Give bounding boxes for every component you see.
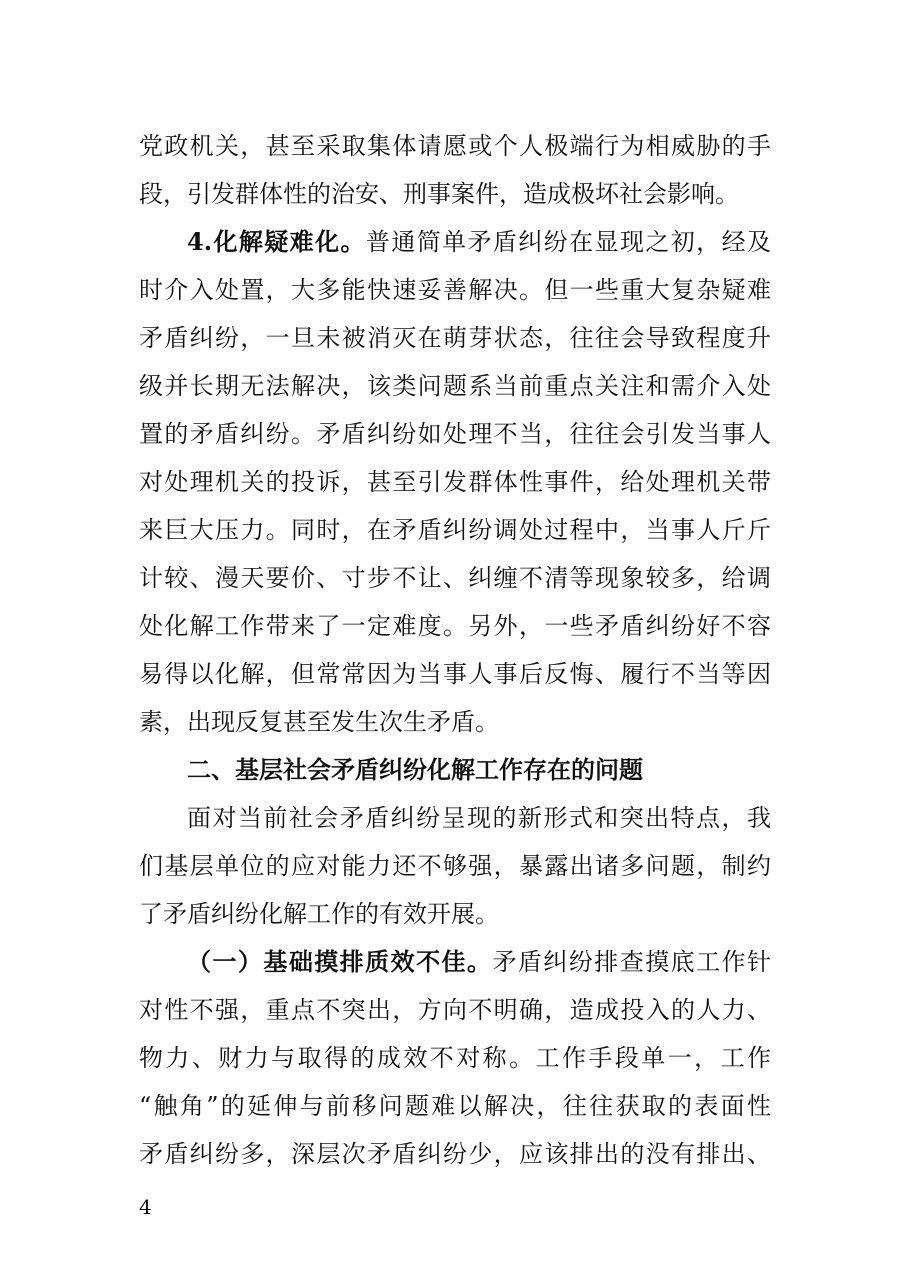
paragraph-text: 普通简单矛盾纠纷在显现之初，经及 [365, 228, 771, 256]
subsection-title: 4.化解疑难化。 [187, 227, 366, 256]
subsection-title: （一）基础摸排质效不佳。 [187, 947, 493, 976]
paragraph-line: 段，引发群体性的治安、刑事案件，造成极坏社会影响。 [139, 180, 739, 208]
body-text [139, 122, 771, 1178]
paragraph-line: 易得以化解，但常常因为当事人事后反悔、履行不当等因 [139, 660, 771, 688]
paragraph-line: 物力、财力与取得的成效不对称。工作手段单一，工作 [139, 1044, 771, 1072]
paragraph-line: 矛盾纠纷多，深层次矛盾纠纷少，应该排出的没有排出、 [139, 1140, 771, 1168]
paragraph-line: 矛盾纠纷，一旦未被消灭在萌芽状态，往往会导致程度升 [139, 324, 771, 352]
paragraph-line: 党政机关，甚至采取集体请愿或个人极端行为相威胁的手 [139, 132, 771, 160]
paragraph-line: 了矛盾纠纷化解工作的有效开展。 [139, 900, 499, 928]
paragraph-line: 时介入处置，大多能快速妥善解决。但一些重大复杂疑难 [139, 276, 771, 304]
paragraph-line: 面对当前社会矛盾纠纷呈现的新形式和突出特点，我 [187, 804, 771, 832]
paragraph-text: 矛盾纠纷排查摸底工作针 [492, 948, 772, 976]
paragraph-line: 们基层单位的应对能力还不够强，暴露出诸多问题，制约 [139, 852, 771, 880]
paragraph-line: “触角”的延伸与前移问题难以解决，往往获取的表面性 [139, 1092, 771, 1120]
paragraph-line: 置的矛盾纠纷。矛盾纠纷如处理不当，往往会引发当事人 [139, 420, 771, 448]
paragraph-line: 计较、漫天要价、寸步不让、纠缠不清等现象较多，给调 [139, 564, 771, 592]
paragraph-line: 级并长期无法解决，该类问题系当前重点关注和需介入处 [139, 372, 771, 400]
paragraph-line: 处化解工作带来了一定难度。另外，一些矛盾纠纷好不容 [139, 612, 771, 640]
paragraph-line: 来巨大压力。同时，在矛盾纠纷调处过程中，当事人斤斤 [139, 516, 771, 544]
paragraph-line: 素，出现反复甚至发生次生矛盾。 [139, 708, 499, 736]
paragraph-line: 对性不强，重点不突出，方向不明确，造成投入的人力、 [139, 996, 771, 1024]
paragraph-line: 对处理机关的投诉，甚至引发群体性事件，给处理机关带 [139, 468, 771, 496]
paragraph-line [139, 938, 771, 986]
paragraph-line [139, 218, 771, 266]
section-heading: 二、基层社会矛盾纠纷化解工作存在的问题 [187, 756, 643, 784]
page-number: 4 [139, 1195, 152, 1219]
